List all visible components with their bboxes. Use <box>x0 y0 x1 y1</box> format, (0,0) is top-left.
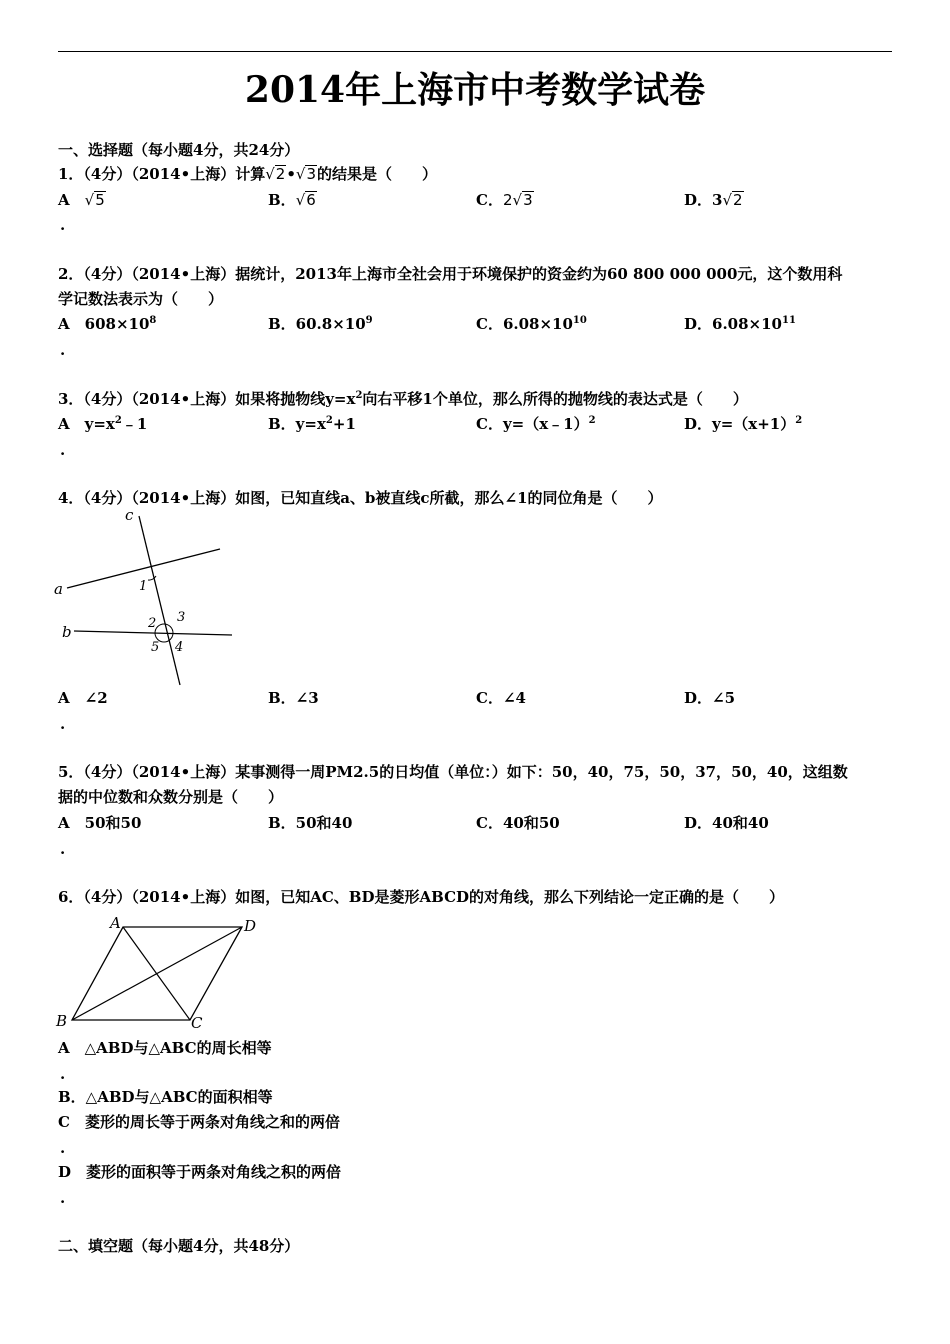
q1-mul: • <box>286 165 296 183</box>
q1-stem-end: 的结果是（ ） <box>317 165 438 183</box>
q4-option-a: A ∠2 <box>58 689 108 707</box>
question-1 <box>58 163 437 185</box>
q2-dot: . <box>60 341 66 359</box>
q1-option-a: A √5 <box>58 191 105 209</box>
q4-dot: . <box>60 715 66 733</box>
page-title: 2014年上海市中考数学试卷 <box>244 69 706 111</box>
question-2-line-1: 2．（4分）（2014•上海）据统计，2013年上海市全社会用于环境保护的资金约为60 800 000 000元，这个数用科 <box>58 265 843 283</box>
q5-option-c: C．40和50 <box>476 814 560 832</box>
q1-option-c: C．2√3 <box>476 191 533 209</box>
q1-option-b: B．√6 <box>268 191 316 209</box>
q6-d-dot: . <box>60 1189 66 1207</box>
vertex-c: C <box>191 1014 203 1032</box>
q5-dot: . <box>60 840 66 858</box>
q5-option-d: D．40和40 <box>684 814 769 832</box>
angle-label-4: 4 <box>175 640 184 655</box>
line-b <box>74 631 232 635</box>
question-3: 3．（4分）（2014•上海）如果将抛物线$y=x^2$向右平移1个单位，那么所得的抛物线的表达式是（ ） <box>58 390 748 408</box>
q4-option-c: C．∠4 <box>476 689 526 707</box>
q2-option-b: B．$60.8\times 10^9$ <box>268 315 373 333</box>
sqrt-2-radical: √2 <box>265 165 286 183</box>
top-rule <box>58 51 892 52</box>
angle-label-1: 1 <box>139 579 148 594</box>
question-6: 6．（4分）（2014•上海）如图，已知AC、BD是菱形ABCD的对角线，那么下列结论一定正确的是（ ） <box>58 888 785 906</box>
section-2-heading: 二、填空题（每小题4分，共48分） <box>58 1237 300 1255</box>
label-a: a <box>54 580 63 598</box>
section-1-heading: 一、选择题（每小题4分，共24分） <box>58 141 300 159</box>
q6-option-d: D 菱形的面积等于两条对角线之积的两倍 <box>58 1163 342 1181</box>
q3-option-c: C．y=（x﹣1）$^2$ <box>476 415 596 433</box>
q1-stem-start: 1．（4分）（2014•上海）计算 <box>58 165 266 183</box>
q4-lines-figure <box>52 508 237 688</box>
q1-dot: . <box>60 216 66 234</box>
question-2-line-2: 学记数法表示为（ ） <box>58 290 224 308</box>
angle-label-2: 2 <box>148 616 157 631</box>
question-5-line-1: 5．（4分）（2014•上海）某事测得一周PM2.5的日均值（单位：）如下：50，40，75，50，37，50，40，这组数 <box>58 763 848 781</box>
q5-option-a: A 50和50 <box>58 814 142 832</box>
vertex-b: B <box>56 1012 68 1030</box>
q1-option-d: D．3√2 <box>684 191 743 209</box>
q6-rhombus-figure <box>52 910 267 1032</box>
label-b: b <box>62 623 72 641</box>
q6-option-c: C 菱形的周长等于两条对角线之和的两倍 <box>58 1113 340 1131</box>
vertex-a: A <box>110 914 121 932</box>
angle-label-3: 3 <box>177 610 186 625</box>
q5-option-b: B．50和40 <box>268 814 353 832</box>
q2-option-c: C．$6.08\times 10^{10}$ <box>476 315 587 333</box>
q3-dot: . <box>60 441 66 459</box>
q6-a-dot: . <box>60 1065 66 1083</box>
q4-option-d: D．∠5 <box>684 689 736 707</box>
q2-option-d: D．$6.08\times 10^{11}$ <box>684 315 796 333</box>
question-5-line-2: 据的中位数和众数分别是（ ） <box>58 788 284 806</box>
q6-c-dot: . <box>60 1139 66 1157</box>
q6-option-b: B．△ABD与△ABC的面积相等 <box>58 1088 273 1106</box>
sqrt-3-radical: √3 <box>295 165 317 183</box>
q2-option-a: A $608\times 10^8$ <box>58 315 157 333</box>
q3-option-b: B．$y=x^2+1$ <box>268 415 356 433</box>
line-c <box>139 516 180 685</box>
label-c: c <box>125 508 134 524</box>
q4-option-b: B．∠3 <box>268 689 319 707</box>
q3-option-a: A $y=x^2﹣1$ <box>58 415 148 433</box>
q3-option-d: D．$y=(x+1)^2$ <box>684 415 803 433</box>
q6-option-a: A △ABD与△ABC的周长相等 <box>58 1039 272 1057</box>
vertex-d: D <box>244 917 257 935</box>
angle-label-5: 5 <box>151 640 160 655</box>
question-4: 4．（4分）（2014•上海）如图，已知直线a、b被直线c所截，那么∠1的同位角是（ ） <box>58 489 663 507</box>
